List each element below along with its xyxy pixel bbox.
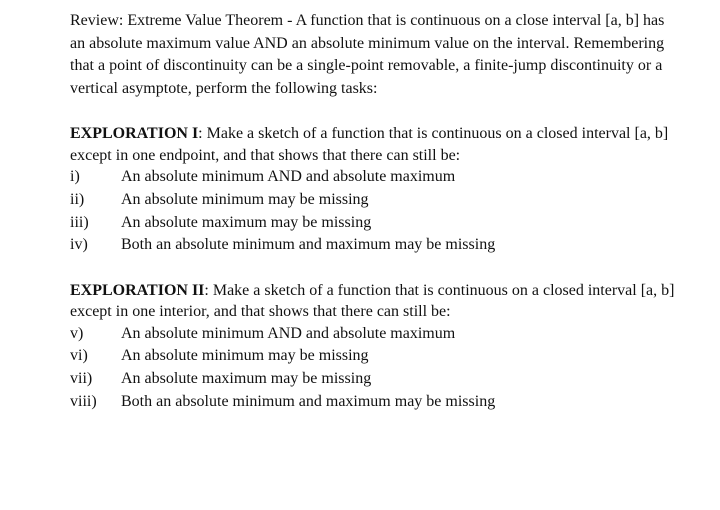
list-item-text: An absolute minimum AND and absolute maximum [121,168,456,186]
exploration-2-title: EXPLORATION II [70,281,205,299]
list-item-text: An absolute minimum AND and absolute maximum [121,324,456,342]
list-item-marker: vii) [70,369,93,387]
list-item-text: An absolute minimum may be missing [121,347,369,365]
list-item [70,189,680,212]
exploration-1-list [70,166,680,256]
exploration-2-body: : Make a sketch of a function that is continuous on a closed interval [a, b] except in one interior, and that shows that there can still be: [70,281,675,321]
list-item-marker: v) [70,324,84,342]
exploration-1-heading [70,123,680,166]
list-item-text: An absolute minimum may be missing [121,190,369,208]
list-item-marker: iv) [70,236,88,254]
exploration-2-heading [70,280,680,323]
document-body [70,10,680,413]
exploration-2 [70,280,680,413]
exploration-1 [70,123,680,256]
list-item-marker: iii) [70,213,89,231]
list-item-marker: i) [70,168,80,186]
exploration-1-body: : Make a sketch of a function that is continuous on a closed interval [a, b] except in one endpoint, and that shows that there can still be: [70,125,669,164]
list-item-marker: vi) [70,347,88,365]
list-item [70,212,680,235]
list-item-text: Both an absolute minimum and maximum may be missing [121,392,496,410]
list-item [70,391,680,414]
list-item-marker: ii) [70,190,85,208]
list-item-text: An absolute maximum may be missing [121,213,372,231]
list-item [70,323,680,346]
list-item [70,166,680,189]
intro-paragraph: Review: Extreme Value Theorem - A function that is continuous on a close interval [a, b] has an absolute maximum value AND an absolute minimum value on the interval. Remembering that a point of discontinuity can be a single-point removable, a finite-jump discontinuity or a vertical asymptote, perform the following tasks: [70,12,665,97]
list-item-text: An absolute maximum may be missing [121,369,372,387]
list-item [70,368,680,391]
exploration-2-list [70,323,680,413]
list-item [70,234,680,257]
exploration-1-title: EXPLORATION I [70,125,199,143]
list-item-text: Both an absolute minimum and maximum may be missing [121,236,496,254]
list-item-marker: viii) [70,392,97,410]
list-item [70,345,680,368]
